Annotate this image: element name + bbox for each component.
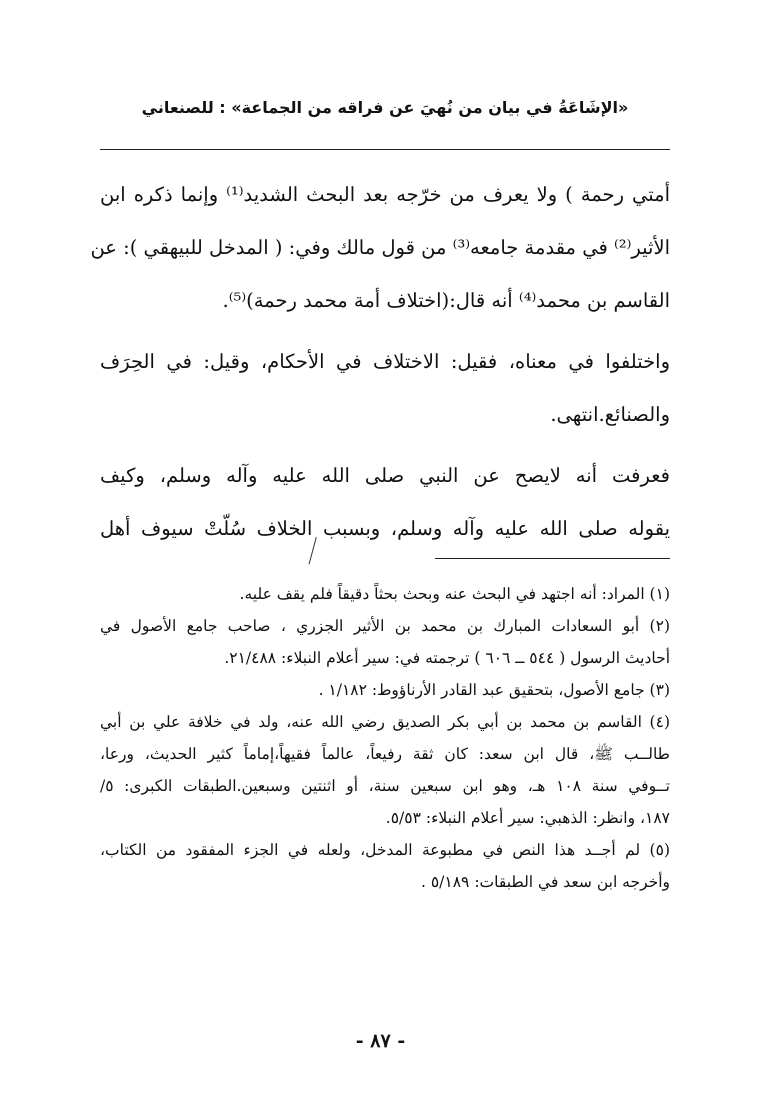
footnote-4 xyxy=(100,706,670,834)
header-divider xyxy=(100,149,670,150)
paragraph xyxy=(100,449,670,555)
footnote-line: (٥) لم أجــد هذا النص في مطبوعة المدخل، ولعله في الجزء المفقود من الكتاب، xyxy=(100,841,670,859)
text-line: يقوله صلى الله عليه وآله وسلم، وبسبب الخلاف سُلّتْ سيوف أهل xyxy=(100,517,670,540)
paragraph xyxy=(90,168,670,327)
text-line: والصنائع.انتهى. xyxy=(550,403,670,426)
footnote-divider xyxy=(435,558,670,559)
footnotes-section xyxy=(100,578,670,898)
footnote-line: طالــب ﷺ، قال ابن سعد: كان ثقة رفيعاً، عالماً فقيهاً،إماماً كثير الحديث، ورعا، xyxy=(100,745,670,763)
footnote-line: (١) المراد: أنه اجتهد في البحث عنه وبحث بحثاً دقيقاً فلم يقف عليه. xyxy=(239,585,670,603)
text-line: الأثير⁽²⁾ في مقدمة جامعه⁽³⁾ من قول مالك وفي: ( المدخل للبيهقي ): عن xyxy=(90,236,670,259)
text-line: أمتي رحمة ) ولا يعرف من خرّجه بعد البحث الشديد⁽¹⁾ وإنما ذكره ابن xyxy=(100,183,670,206)
footnote-5 xyxy=(100,834,670,898)
footnote-3 xyxy=(100,674,670,706)
running-header: «الإشَاعَةُ في بيان من نُهيَ عن فراقه من الجماعة» : للصنعاني xyxy=(141,98,629,117)
main-text xyxy=(90,168,670,555)
footnote-line: تــوفي سنة ١٠٨ هـ، وهو ابن سبعين سنة، أو اثنتين وسبعين.الطبقات الكبرى: ٥/ xyxy=(100,777,670,795)
text-line: فعرفت أنه لايصح عن النبي صلى الله عليه وآله وسلم، وكيف xyxy=(100,464,670,487)
footnote-line: (٢) أبو السعادات المبارك بن محمد بن الأثير الجزري ، صاحب جامع الأصول في xyxy=(100,617,670,635)
footnote-line: (٣) جامع الأصول، بتحقيق عبد القادر الأرناؤوط: ١/١٨٢ . xyxy=(318,681,670,699)
footnote-line: ١٨٧، وانظر: الذهبي: سير أعلام النبلاء: ٥/٥٣. xyxy=(385,809,670,827)
text-line: القاسم بن محمد⁽⁴⁾ أنه قال:(اختلاف أمة محمد رحمة)⁽⁵⁾. xyxy=(222,289,670,312)
footnote-line: أحاديث الرسول ( ٥٤٤ ــ ٦٠٦ ) ترجمته في: سير أعلام النبلاء: ٢١/٤٨٨. xyxy=(224,649,670,667)
paragraph xyxy=(100,335,670,441)
footnote-line: وأخرجه ابن سعد في الطبقات: ٥/١٨٩ . xyxy=(421,873,670,891)
footnote-line: (٤) القاسم بن محمد بن أبي بكر الصديق رضي الله عنه، ولد في خلافة علي بن أبي xyxy=(100,713,670,731)
page-number: - ٨٧ - xyxy=(355,1030,406,1052)
footnote-1 xyxy=(100,578,670,610)
footnote-2 xyxy=(100,610,670,674)
text-line: واختلفوا في معناه، فقيل: الاختلاف في الأحكام، وقيل: في الحِرَف xyxy=(100,350,670,373)
